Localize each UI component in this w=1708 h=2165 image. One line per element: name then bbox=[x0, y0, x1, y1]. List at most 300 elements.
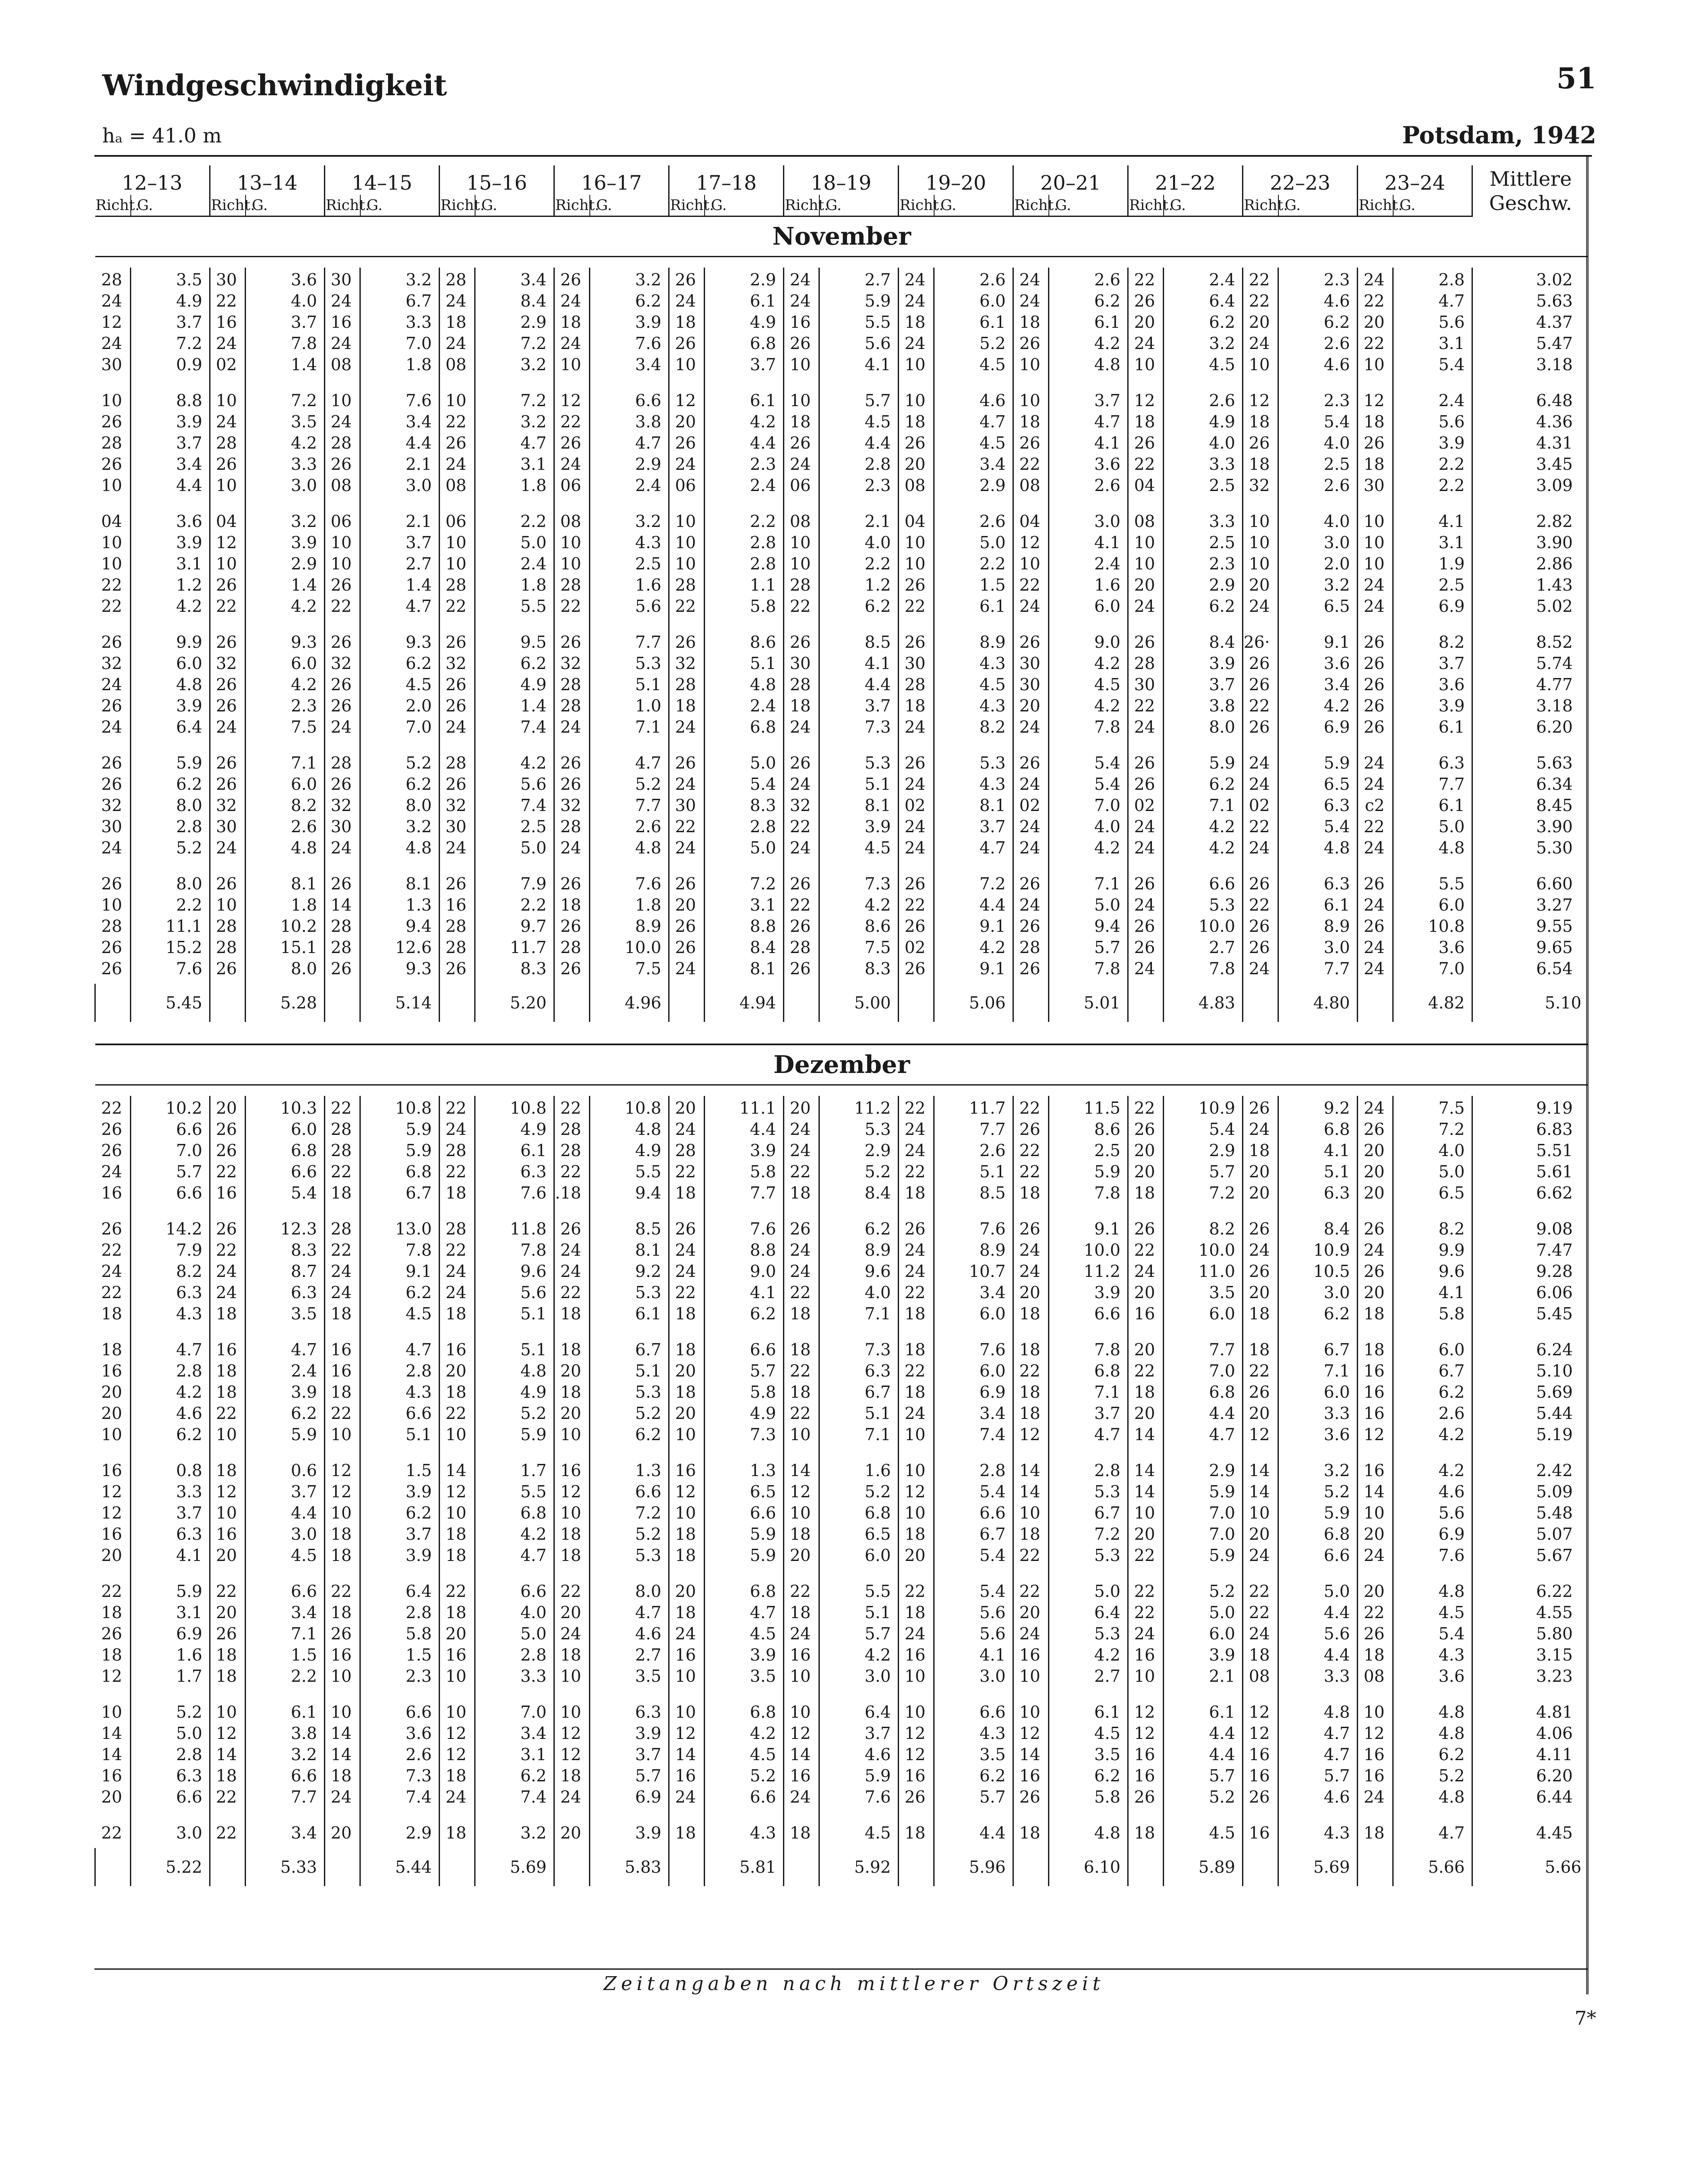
direction-cell: 08 10 10 28 22 bbox=[784, 509, 819, 630]
direction-cell: 04 10 10 26 22 bbox=[899, 509, 934, 630]
mean-speed-header bbox=[1472, 165, 1588, 216]
mean-direction-blank bbox=[784, 1848, 819, 1886]
direction-cell: 26 24 02 24 24 bbox=[899, 751, 934, 872]
mean-direction-blank bbox=[325, 1848, 360, 1886]
hourly-mean-cell: 5.45 bbox=[131, 984, 210, 1022]
speed-cell: 8.6 5.1 4.8 2.4 6.8 bbox=[705, 630, 784, 751]
hour-interval-header: 12–13 bbox=[122, 171, 183, 194]
speed-cell: 4.5 bbox=[1164, 1821, 1243, 1848]
direction-subheader: Richt. bbox=[210, 195, 246, 216]
speed-cell: 8.4 3.9 3.7 3.8 8.0 bbox=[1164, 630, 1243, 751]
direction-cell: 26 26 02 24 24 bbox=[1128, 751, 1164, 872]
speed-cell: 6.1 4.4 4.4 5.7 5.2 bbox=[1164, 1700, 1243, 1821]
speed-cell: 5.0 5.4 8.3 2.8 5.0 bbox=[705, 751, 784, 872]
speed-cell: 6.3 3.9 3.7 5.7 6.9 bbox=[590, 1700, 669, 1821]
direction-cell: 22 26 20 24 10 bbox=[1128, 268, 1164, 388]
hour-interval-header: 18–19 bbox=[784, 165, 899, 195]
hourly-mean-cell: 4.82 bbox=[1393, 984, 1472, 1022]
daily-mean-cell: 2.82 3.90 2.86 1.43 5.02 bbox=[1472, 509, 1588, 630]
speed-cell: 4.8 4.7 4.7 5.7 4.6 bbox=[1278, 1700, 1358, 1821]
direction-cell: 28 24 18 24 08 bbox=[440, 268, 475, 388]
direction-cell: 04 12 10 26 22 bbox=[210, 509, 246, 630]
speed-cell: 2.1 3.7 2.7 1.4 4.7 bbox=[360, 509, 440, 630]
speed-subheader: G. bbox=[819, 195, 899, 216]
speed-cell: 8.0 4.7 4.6 2.7 3.5 bbox=[590, 1579, 669, 1700]
direction-cell: 24 26 20 20 20 bbox=[1358, 1096, 1393, 1217]
direction-cell: 26 32 28 28 24 bbox=[554, 630, 590, 751]
direction-subheader: Richt. bbox=[95, 195, 131, 216]
direction-cell: 26 20 26 26 24 bbox=[669, 872, 705, 984]
speed-cell: 4.8 bbox=[1049, 1821, 1128, 1848]
speed-cell: 11.7 7.7 2.6 5.1 8.5 bbox=[934, 1096, 1013, 1217]
direction-cell: 06 10 10 26 22 bbox=[325, 509, 360, 630]
day-block-row bbox=[95, 872, 1588, 984]
speed-cell: 7.2 3.5 4.2 3.3 3.0 bbox=[246, 388, 325, 509]
speed-cell: 11.5 8.6 2.5 5.9 7.8 bbox=[1049, 1096, 1128, 1217]
direction-cell: 14 12 10 18 18 bbox=[440, 1458, 475, 1579]
direction-cell: 22 22 24 16 10 bbox=[1128, 1579, 1164, 1700]
speed-cell: 2.9 6.1 4.9 6.8 3.7 bbox=[705, 268, 784, 388]
speed-cell: 7.6 3.4 4.4 2.1 3.0 bbox=[360, 388, 440, 509]
speed-cell: 8.2 9.9 9.6 4.1 5.8 bbox=[1393, 1217, 1472, 1338]
speed-cell: 5.5 6.0 10.8 3.6 7.0 bbox=[1393, 872, 1472, 984]
speed-cell: 5.2 5.0 2.8 6.3 6.6 bbox=[131, 1700, 210, 1821]
speed-cell: 3.9 bbox=[590, 1821, 669, 1848]
speed-cell: 5.1 4.8 4.9 5.2 5.9 bbox=[475, 1338, 554, 1458]
direction-cell: 20 22 26 18 08 bbox=[1358, 1579, 1393, 1700]
mean-direction-blank bbox=[899, 1848, 934, 1886]
direction-cell: 20 24 24 22 18 bbox=[784, 1096, 819, 1217]
speed-cell: 7.7 7.0 6.8 4.4 4.7 bbox=[1164, 1338, 1243, 1458]
hour-interval-header: 16–17 bbox=[554, 165, 669, 195]
hourly-mean-cell: 5.33 bbox=[246, 1848, 325, 1886]
direction-cell: 12 18 26 22 04 bbox=[1128, 388, 1164, 509]
hourly-mean-cell: 5.66 bbox=[1393, 1848, 1472, 1886]
direction-cell: 10 18 26 24 06 bbox=[784, 388, 819, 509]
direction-cell: 18 bbox=[669, 1821, 705, 1848]
direction-cell: 26 24 18 24 10 bbox=[554, 268, 590, 388]
hourly-mean-cell: 5.69 bbox=[475, 1848, 554, 1886]
mean-direction-blank bbox=[1013, 984, 1049, 1022]
daily-mean-cell: 4.45 bbox=[1472, 1821, 1588, 1848]
speed-cell: 5.4 5.6 5.6 4.1 3.0 bbox=[934, 1579, 1013, 1700]
direction-cell: 26 22 24 24 18 bbox=[210, 1217, 246, 1338]
direction-cell: 26 24 18 20 20 bbox=[1243, 1096, 1278, 1217]
station-height: hₐ = 41.0 m bbox=[102, 124, 222, 147]
speed-cell: 3.2 6.7 3.3 7.0 1.8 bbox=[360, 268, 440, 388]
direction-cell: 22 28 28 22 18 bbox=[325, 1096, 360, 1217]
mean-direction-blank bbox=[669, 984, 705, 1022]
direction-cell: 26 26 32 30 24 bbox=[210, 751, 246, 872]
speed-cell: 8.8 3.9 3.7 3.4 4.4 bbox=[131, 388, 210, 509]
speed-cell: 6.6 4.0 5.0 2.8 3.3 bbox=[475, 1579, 554, 1700]
direction-cell: 28 24 12 24 30 bbox=[101, 270, 122, 374]
direction-cell: 26 30 28 18 24 bbox=[899, 630, 934, 751]
speed-cell: 6.8 4.2 4.5 5.2 6.6 bbox=[705, 1700, 784, 1821]
direction-cell: 28 22 24 24 18 bbox=[325, 1217, 360, 1338]
direction-cell: 22 26 20 20 18 bbox=[1128, 1096, 1164, 1217]
speed-cell: 2.6 4.9 4.0 3.3 2.5 bbox=[1164, 388, 1243, 509]
time-note: Zeitangaben nach mittlerer Ortszeit bbox=[603, 1973, 1105, 1995]
direction-cell: 26 32 28 18 24 bbox=[669, 630, 705, 751]
direction-cell: 20 bbox=[554, 1821, 590, 1848]
speed-cell: 5.2 6.2 8.0 3.2 4.8 bbox=[360, 751, 440, 872]
direction-cell: 22 bbox=[101, 1823, 122, 1842]
direction-cell: 26 24 24 22 18 bbox=[784, 1217, 819, 1338]
speed-cell: 5.0 4.4 5.6 4.4 3.3 bbox=[1278, 1579, 1358, 1700]
day-block-row bbox=[95, 1458, 1588, 1579]
direction-cell: 04 10 10 22 22 bbox=[101, 512, 122, 616]
speed-cell: 13.0 7.8 9.1 6.2 4.5 bbox=[360, 1217, 440, 1338]
direction-cell: 10 24 28 26 10 bbox=[210, 388, 246, 509]
speed-cell: 3.5 4.9 3.7 7.2 0.9 bbox=[131, 268, 210, 388]
direction-cell: 10 12 12 16 26 bbox=[899, 1700, 934, 1821]
direction-cell: 20 bbox=[325, 1821, 360, 1848]
speed-cell: 2.7 5.9 5.5 5.6 4.1 bbox=[819, 268, 899, 388]
direction-cell: 12 20 26 24 06 bbox=[669, 388, 705, 509]
speed-cell: 4.7 2.4 3.9 6.2 5.9 bbox=[246, 1338, 325, 1458]
hourly-mean-cell: 5.81 bbox=[705, 1848, 784, 1886]
month-spacer bbox=[95, 257, 1588, 268]
hour-interval-header: 20–21 bbox=[1013, 165, 1128, 195]
speed-cell: 9.0 4.2 4.5 4.2 7.8 bbox=[1049, 630, 1128, 751]
direction-cell: 26 24 26 24 24 bbox=[1358, 872, 1393, 984]
speed-cell: 4.0 3.0 2.0 3.2 6.5 bbox=[1278, 509, 1358, 630]
direction-cell: 26 22 26 28 26 bbox=[784, 872, 819, 984]
direction-cell: 10 18 26 20 08 bbox=[899, 388, 934, 509]
speed-subheader: G. bbox=[590, 195, 669, 216]
mean-direction-blank bbox=[440, 984, 475, 1022]
daily-mean-cell: 2.42 5.09 5.48 5.07 5.67 bbox=[1472, 1458, 1588, 1579]
speed-cell: 8.5 4.1 4.4 3.7 7.3 bbox=[819, 630, 899, 751]
monthly-mean-cell: 5.66 bbox=[1472, 1848, 1588, 1886]
hourly-mean-row bbox=[95, 984, 1588, 1022]
direction-cell: 20 18 24 16 10 bbox=[669, 1579, 705, 1700]
speed-cell: 5.9 3.1 6.9 1.6 1.7 bbox=[131, 1579, 210, 1700]
day-block-row bbox=[95, 630, 1588, 751]
hourly-mean-cell: 5.20 bbox=[475, 984, 554, 1022]
direction-cell: 24 24 02 22 24 bbox=[1243, 751, 1278, 872]
daily-mean-cell: 6.22 4.55 5.80 3.15 3.23 bbox=[1472, 1579, 1588, 1700]
sheet-signature: 7* bbox=[1575, 2007, 1596, 2029]
direction-cell: 10 12 16 16 24 bbox=[1358, 1700, 1393, 1821]
hour-header-row bbox=[95, 165, 1588, 195]
speed-cell: 6.6 3.8 4.7 2.9 2.4 bbox=[590, 388, 669, 509]
direction-cell: 26 22 26 26 24 bbox=[1243, 872, 1278, 984]
direction-cell: 18 12 10 16 20 bbox=[210, 1458, 246, 1579]
daily-mean-cell: 3.02 5.63 4.37 5.47 3.18 bbox=[1472, 268, 1588, 388]
direction-cell: 14 14 10 20 24 bbox=[1243, 1458, 1278, 1579]
speed-cell: 10.3 6.0 6.8 6.6 5.4 bbox=[246, 1096, 325, 1217]
direction-cell: 18 bbox=[899, 1821, 934, 1848]
speed-cell: 7.1 5.0 9.4 5.7 7.8 bbox=[1049, 872, 1128, 984]
direction-cell: 26 32 26 26 24 bbox=[440, 630, 475, 751]
direction-cell: 26 24 26 20 18 bbox=[1358, 1217, 1393, 1338]
speed-subheader: G. bbox=[1278, 195, 1358, 216]
speed-cell: 6.6 5.3 10.0 2.7 7.8 bbox=[1164, 872, 1243, 984]
hourly-mean-cell: 5.28 bbox=[246, 984, 325, 1022]
direction-cell: 26 24 24 20 18 bbox=[1013, 1217, 1049, 1338]
direction-cell: 10 26 28 26 10 bbox=[101, 391, 122, 495]
hourly-mean-cell: 5.06 bbox=[934, 984, 1013, 1022]
speed-cell: 5.0 6.4 5.3 4.2 2.7 bbox=[1049, 1579, 1128, 1700]
hourly-mean-cell: 6.10 bbox=[1049, 1848, 1128, 1886]
speed-cell: 6.6 3.6 2.6 7.3 7.4 bbox=[360, 1700, 440, 1821]
speed-cell: 0.8 3.3 3.7 6.3 4.1 bbox=[131, 1458, 210, 1579]
speed-cell: 7.1 6.0 8.2 2.6 4.8 bbox=[246, 751, 325, 872]
speed-subheader: G. bbox=[1049, 195, 1128, 216]
hourly-mean-cell: 5.00 bbox=[819, 984, 899, 1022]
speed-cell: 5.5 5.1 5.7 4.2 3.0 bbox=[819, 1579, 899, 1700]
speed-cell: 7.2 3.2 4.7 3.1 1.8 bbox=[475, 388, 554, 509]
direction-cell: 04 12 10 22 24 bbox=[1013, 509, 1049, 630]
direction-subheader: Richt. bbox=[1243, 195, 1278, 216]
speed-cell: 4.8 4.8 6.2 5.2 4.8 bbox=[1393, 1700, 1472, 1821]
direction-subheader: Richt. bbox=[899, 195, 934, 216]
speed-subheader: G. bbox=[131, 195, 210, 216]
mean-direction-blank bbox=[1243, 984, 1278, 1022]
direction-cell: 22 26 26 24 16 bbox=[101, 1099, 122, 1202]
speed-subheader: G. bbox=[246, 195, 325, 216]
speed-cell: 7.6 6.0 6.9 3.4 7.4 bbox=[934, 1338, 1013, 1458]
direction-cell: 22 20 24 18 10 bbox=[554, 1579, 590, 1700]
speed-cell: 6.8 4.7 4.5 3.9 3.5 bbox=[705, 1579, 784, 1700]
speed-cell: 9.2 6.8 4.1 5.1 6.3 bbox=[1278, 1096, 1358, 1217]
direction-cell: 28 26 32 30 24 bbox=[325, 751, 360, 872]
speed-cell: 8.1 1.3 9.4 12.6 9.3 bbox=[360, 872, 440, 984]
direction-cell: 26 24 24 22 18 bbox=[669, 1217, 705, 1338]
speed-cell: 5.3 4.3 8.1 3.7 4.7 bbox=[934, 751, 1013, 872]
direction-subheader: Richt. bbox=[784, 195, 819, 216]
direction-cell: 20 24 28 22 18 bbox=[669, 1096, 705, 1217]
daily-mean-cell: 6.48 4.36 4.31 3.45 3.09 bbox=[1472, 388, 1588, 509]
speed-cell: 6.0 6.7 6.2 2.6 4.2 bbox=[1393, 1338, 1472, 1458]
direction-cell: 22 bbox=[210, 1821, 246, 1848]
daily-mean-cell: 8.52 5.74 4.77 3.18 6.20 bbox=[1472, 630, 1588, 751]
hour-interval-header: 19–20 bbox=[899, 165, 1013, 195]
speed-cell: 11.1 4.4 3.9 5.8 7.7 bbox=[705, 1096, 784, 1217]
speed-cell: 6.6 4.3 3.5 6.2 5.7 bbox=[934, 1700, 1013, 1821]
direction-cell: 28 26 32 30 24 bbox=[440, 751, 475, 872]
speed-subheader: G. bbox=[1164, 195, 1243, 216]
speed-cell: 10.9 5.4 2.9 5.7 7.2 bbox=[1164, 1096, 1243, 1217]
speed-cell: 2.2 2.8 2.8 1.1 5.8 bbox=[705, 509, 784, 630]
direction-subheader: Richt. bbox=[1013, 195, 1049, 216]
direction-subheader: Richt. bbox=[1128, 195, 1164, 216]
direction-cell: 26 18 26 28 26 bbox=[554, 872, 590, 984]
direction-cell: 30 22 16 24 02 bbox=[210, 268, 246, 388]
speed-cell: 1.5 3.9 6.2 3.7 3.9 bbox=[360, 1458, 440, 1579]
direction-cell: 10 14 14 18 24 bbox=[325, 1700, 360, 1821]
direction-cell: 20 26 26 22 16 bbox=[210, 1096, 246, 1217]
speed-cell: 2.9 5.9 7.0 7.0 5.9 bbox=[1164, 1458, 1243, 1579]
direction-cell: 10 12 14 18 22 bbox=[210, 1700, 246, 1821]
speed-cell: 8.1 1.8 10.2 15.1 8.0 bbox=[246, 872, 325, 984]
direction-cell: 18 20 18 20 10 bbox=[554, 1338, 590, 1458]
hour-interval-header: 21–22 bbox=[1128, 165, 1243, 195]
direction-cell: 10 12 12 18 24 bbox=[554, 1700, 590, 1821]
direction-cell: 24 24 c2 22 24 bbox=[1358, 751, 1393, 872]
speed-cell: 6.7 5.1 5.3 5.2 6.2 bbox=[590, 1338, 669, 1458]
wind-speed-table bbox=[94, 165, 1588, 1886]
speed-cell: 6.6 5.7 5.8 4.9 7.3 bbox=[705, 1338, 784, 1458]
direction-cell: 16 12 10 18 18 bbox=[554, 1458, 590, 1579]
speed-cell: 4.6 4.7 4.5 3.4 2.9 bbox=[934, 388, 1013, 509]
speed-cell: 3.6 3.9 3.1 1.2 4.2 bbox=[131, 509, 210, 630]
daily-mean-cell: 6.60 3.27 9.55 9.65 6.54 bbox=[1472, 872, 1588, 984]
direction-subheader: Richt. bbox=[325, 195, 360, 216]
speed-cell: 7.2 3.1 8.8 8.4 8.1 bbox=[705, 872, 784, 984]
direction-cell: 06 10 10 28 22 bbox=[440, 509, 475, 630]
speed-cell: 2.8 5.3 6.7 7.2 5.3 bbox=[1049, 1458, 1128, 1579]
speed-cell: 4.1 3.1 1.9 2.5 6.9 bbox=[1393, 509, 1472, 630]
mean-direction-blank bbox=[325, 984, 360, 1022]
direction-cell: 18 bbox=[1013, 1821, 1049, 1848]
direction-cell: 10 22 26 24 08 bbox=[440, 388, 475, 509]
speed-cell: 6.1 4.2 4.4 2.3 2.4 bbox=[705, 388, 784, 509]
speed-cell: 4.5 bbox=[819, 1821, 899, 1848]
direction-cell: 26 30 30 20 24 bbox=[1013, 630, 1049, 751]
direction-cell: 22 18 24 16 10 bbox=[899, 1579, 934, 1700]
direction-cell: 10 12 12 18 24 bbox=[440, 1700, 475, 1821]
speed-cell: 4.3 bbox=[1278, 1821, 1358, 1848]
direction-cell: 26 22 26 02 26 bbox=[899, 872, 934, 984]
direction-cell: 16 18 18 22 10 bbox=[210, 1338, 246, 1458]
direction-cell: 22 24 28 22 18 bbox=[440, 1096, 475, 1217]
mean-direction-blank bbox=[210, 984, 246, 1022]
speed-cell: 1.3 6.5 6.6 5.9 5.9 bbox=[705, 1458, 784, 1579]
speed-cell: 6.4 3.7 4.6 5.9 7.6 bbox=[819, 1700, 899, 1821]
day-block-row bbox=[95, 1700, 1588, 1821]
speed-cell: 2.3 5.4 4.0 2.5 2.6 bbox=[1278, 388, 1358, 509]
direction-cell: 18 bbox=[1358, 1821, 1393, 1848]
speed-cell: 5.9 6.5 6.3 5.4 4.8 bbox=[1278, 751, 1358, 872]
table-top-rule bbox=[94, 155, 1592, 157]
daily-mean-cell: 9.08 7.47 9.28 6.06 5.45 bbox=[1472, 1217, 1588, 1338]
direction-cell: 22 20 26 18 18 bbox=[210, 1579, 246, 1700]
day-block-row bbox=[95, 1338, 1588, 1458]
speed-cell: 6.1 4.5 3.5 6.2 5.8 bbox=[1049, 1700, 1128, 1821]
mean-header-line-1: Mittlere bbox=[1489, 167, 1572, 191]
direction-cell: 26 24 24 22 18 bbox=[899, 1217, 934, 1338]
speed-cell: 14.2 7.9 8.2 6.3 4.3 bbox=[131, 1217, 210, 1338]
station-place-year: Potsdam, 1942 bbox=[1402, 121, 1596, 149]
hour-interval-header: 15–16 bbox=[440, 165, 554, 195]
speed-cell: 2.2 5.0 2.4 1.8 5.5 bbox=[475, 509, 554, 630]
speed-cell: 10.2 6.6 7.0 5.7 6.6 bbox=[131, 1096, 210, 1217]
speed-cell: 2.9 bbox=[360, 1821, 440, 1848]
speed-cell: 4.7 2.8 4.2 4.6 6.2 bbox=[131, 1338, 210, 1458]
speed-cell: 7.0 3.4 3.1 6.2 7.4 bbox=[475, 1700, 554, 1821]
speed-cell: 2.4 5.6 3.9 2.2 2.2 bbox=[1393, 388, 1472, 509]
hourly-mean-cell: 5.92 bbox=[819, 1848, 899, 1886]
direction-cell: 26 24 30 22 24 bbox=[669, 751, 705, 872]
direction-subheader: Richt. bbox=[554, 195, 590, 216]
daily-mean-cell: 6.24 5.10 5.69 5.44 5.19 bbox=[1472, 1338, 1588, 1458]
direction-cell: 26 24 24 22 18 bbox=[554, 1217, 590, 1338]
direction-cell: 16 16 18 22 10 bbox=[325, 1338, 360, 1458]
direction-cell: 26 32 24 26 24 bbox=[101, 633, 122, 737]
speed-subheader: G. bbox=[360, 195, 440, 216]
direction-cell: 10 12 14 16 26 bbox=[1013, 1700, 1049, 1821]
month-title: Dezember bbox=[95, 1045, 1588, 1085]
speed-cell: 10.8 4.9 6.1 6.3 7.6 bbox=[475, 1096, 554, 1217]
direction-cell: 26 22 24 22 18 bbox=[101, 1219, 122, 1323]
speed-cell: 7.6 1.8 8.9 10.0 7.5 bbox=[590, 872, 669, 984]
direction-cell: 22 28 28 22 .18 bbox=[554, 1096, 590, 1217]
speed-cell: 11.2 5.3 2.9 5.2 8.4 bbox=[819, 1096, 899, 1217]
speed-cell: 2.4 6.4 6.2 3.2 4.5 bbox=[1164, 268, 1243, 388]
day-block-row bbox=[95, 268, 1588, 388]
speed-cell: 3.3 2.5 2.3 2.9 6.2 bbox=[1164, 509, 1243, 630]
mean-direction-blank bbox=[440, 1848, 475, 1886]
speed-cell: 2.6 6.0 6.1 5.2 4.5 bbox=[934, 268, 1013, 388]
speed-cell: 7.8 6.8 7.1 3.7 4.7 bbox=[1049, 1338, 1128, 1458]
speed-cell: 11.8 7.8 9.6 5.6 5.1 bbox=[475, 1217, 554, 1338]
speed-cell: 6.2 8.9 9.6 4.0 7.1 bbox=[819, 1217, 899, 1338]
page-number: 51 bbox=[1556, 61, 1596, 95]
direction-cell: 12 12 10 18 18 bbox=[325, 1458, 360, 1579]
hour-interval-header: 23–24 bbox=[1358, 165, 1472, 195]
speed-cell: 6.4 2.8 5.8 1.5 2.3 bbox=[360, 1579, 440, 1700]
month-title-row bbox=[95, 216, 1588, 257]
direction-cell: 26 32 26 26 24 bbox=[210, 630, 246, 751]
month-separator-space bbox=[95, 1022, 1588, 1044]
direction-cell: 18 20 18 20 10 bbox=[669, 1338, 705, 1458]
day-block-row bbox=[95, 1217, 1588, 1338]
page-title: Windgeschwindigkeit bbox=[102, 68, 447, 102]
speed-cell: 9.9 6.0 4.8 3.9 6.4 bbox=[131, 630, 210, 751]
daily-mean-cell: 4.81 4.06 4.11 6.20 6.44 bbox=[1472, 1700, 1588, 1821]
speed-cell: 2.8 5.4 6.6 6.7 5.4 bbox=[934, 1458, 1013, 1579]
speed-cell: 7.3 4.2 8.6 7.5 8.3 bbox=[819, 872, 899, 984]
speed-cell: 7.9 2.2 9.7 11.7 8.3 bbox=[475, 872, 554, 984]
hourly-mean-cell: 5.69 bbox=[1278, 1848, 1358, 1886]
month-title: November bbox=[95, 216, 1588, 257]
direction-cell: 26 26 26 26 26 bbox=[1358, 630, 1393, 751]
hourly-mean-cell: 4.96 bbox=[590, 984, 669, 1022]
hourly-mean-cell: 4.83 bbox=[1164, 984, 1243, 1022]
speed-cell: 2.8 4.7 5.6 3.1 5.4 bbox=[1393, 268, 1472, 388]
mean-direction-blank bbox=[1358, 984, 1393, 1022]
speed-cell: 2.3 4.6 6.2 2.6 4.6 bbox=[1278, 268, 1358, 388]
direction-cell: 16 20 18 22 10 bbox=[440, 1338, 475, 1458]
direction-cell: 18 22 18 18 12 bbox=[1013, 1338, 1049, 1458]
hourly-mean-cell: 5.96 bbox=[934, 1848, 1013, 1886]
mean-direction-blank bbox=[899, 984, 934, 1022]
speed-cell: 9.1 10.0 11.2 3.9 6.6 bbox=[1049, 1217, 1128, 1338]
speed-cell: 6.7 7.1 6.0 3.3 3.6 bbox=[1278, 1338, 1358, 1458]
direction-cell: 22 18 26 18 12 bbox=[101, 1582, 122, 1686]
direction-cell: 18 bbox=[784, 1821, 819, 1848]
direction-cell: 26 32 26 26 24 bbox=[325, 630, 360, 751]
speed-cell: 6.6 3.4 7.1 1.5 2.2 bbox=[246, 1579, 325, 1700]
speed-cell: 1.7 5.5 6.8 4.2 4.7 bbox=[475, 1458, 554, 1579]
day-block-row bbox=[95, 751, 1588, 872]
direction-cell: 26 24 32 22 24 bbox=[784, 751, 819, 872]
mean-header-line-2: Geschw. bbox=[1489, 191, 1572, 215]
direction-cell: 18 bbox=[1128, 1821, 1164, 1848]
hour-interval-header: 17–18 bbox=[669, 165, 784, 195]
direction-cell: 26 24 26 20 18 bbox=[1243, 1217, 1278, 1338]
direction-cell: 26 14 28 28 26 bbox=[325, 872, 360, 984]
hourly-mean-row bbox=[95, 1848, 1588, 1886]
direction-cell: 18 16 20 20 10 bbox=[101, 1340, 122, 1444]
speed-cell: 9.3 6.0 4.2 2.3 7.5 bbox=[246, 630, 325, 751]
direction-cell: 14 12 10 18 20 bbox=[784, 1458, 819, 1579]
mean-direction-blank bbox=[1128, 1848, 1164, 1886]
speed-cell: 5.3 5.1 8.1 3.9 4.5 bbox=[819, 751, 899, 872]
